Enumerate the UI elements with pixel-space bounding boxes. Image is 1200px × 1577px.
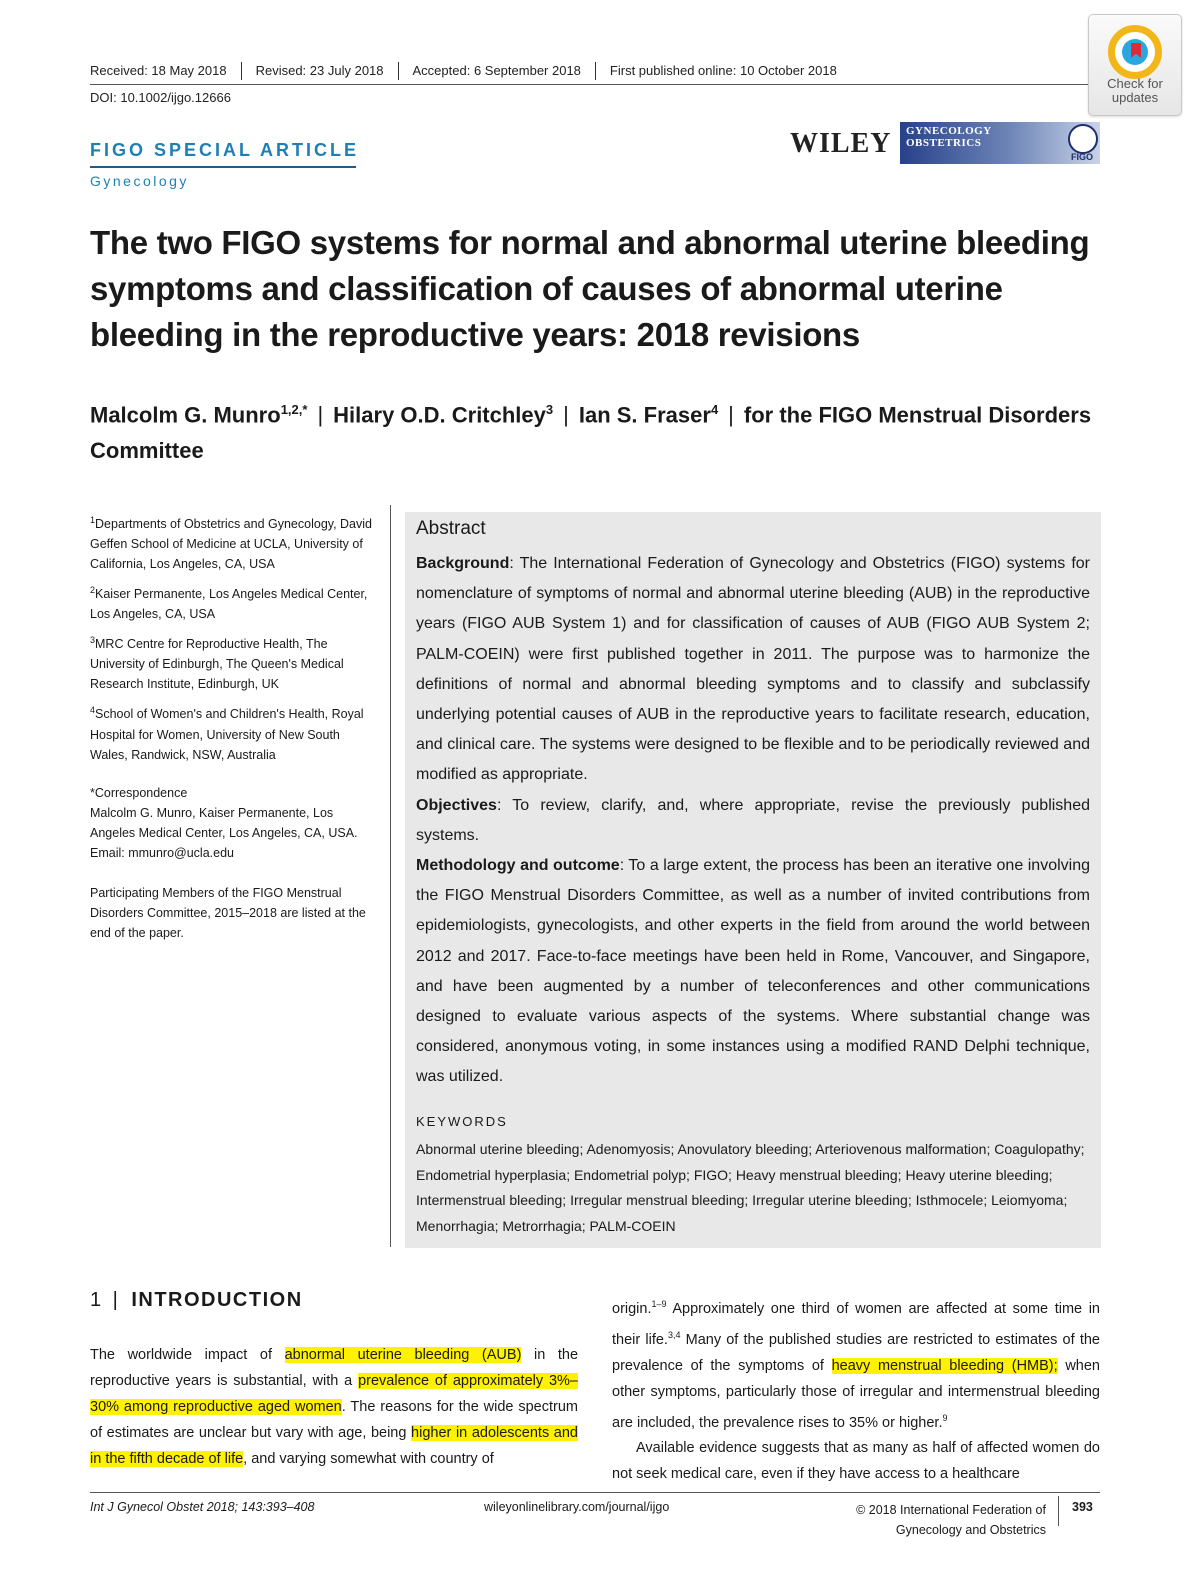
author-name[interactable]: Hilary O.D. Critchley xyxy=(333,402,546,428)
journal-logo-org: FIGO xyxy=(1071,152,1093,162)
article-title: The two FIGO systems for normal and abnormal uterine bleeding symptoms and classification of causes of abnormal uterine bleeding in the reproductive years: 2018 revisions xyxy=(90,224,1090,353)
header-divider xyxy=(90,84,1100,85)
first-published-date: First published online: 10 October 2018 xyxy=(595,62,851,80)
affiliation-item: $^3$MRC Centre for Reproductive Health, The University of Edinburgh, The Queen's Medical Research Institute, Edinburgh, UK xyxy=(90,635,344,692)
abstract-methodology: Methodology and outcome: To a large extent, the process has been an iterative one involving the FIGO Menstrual Disorders Committee, as well as a number of invited contributions from epidemiologists, gynecologists, and other experts in the field from around the world between 2012 and 2017. Face‐to‐face meetings have been held in Rome, Vancouver, and Singapore, and have been augmented by a number of teleconferences and other communications designed to evaluate various aspects of the systems. Where substantial change was considered, anonymous voting, in some instances using a modified RAND Delphi technique, was utilized. xyxy=(416,857,1091,1086)
revised-date: Revised: 23 July 2018 xyxy=(241,62,398,80)
citation-ref[interactable]: 9 xyxy=(942,1412,948,1423)
abstract-heading: Abstract xyxy=(416,518,486,539)
abstract-box xyxy=(405,512,1101,1248)
abstract-body xyxy=(416,549,1090,1093)
check-for-updates-button[interactable] xyxy=(1088,14,1182,116)
intro-paragraph: origin.$^{1-9}$ Approximately one third of women are affected at some time in their life.$^{3,4}$ Many of the published studies are restricted to estimates of the prevalence of the symptoms of heavy menstrual bleeding (HMB); when other symptoms, particularly those of irregular and intermenstrual bleeding are included, the prevalence rises to 35% or higher.$^9$ xyxy=(612,1299,1100,1431)
author-group: for the FIGO Menstrual Disorders Committee xyxy=(90,402,1092,464)
author-affiliation-marker: 3 xyxy=(545,402,554,417)
affiliation-item: $^1$Departments of Obstetrics and Gynecology, David Geffen School of Medicine at UCLA, University of California, Los Angeles, CA, USA xyxy=(90,515,372,572)
check-for-updates-label: Check for updates xyxy=(1107,76,1163,105)
journal-url-link[interactable]: wileyonlinelibrary.com/journal/ijgo xyxy=(484,1500,670,1514)
author-affiliation-marker: 1,2,* xyxy=(280,402,308,417)
keywords-heading: KEYWORDS xyxy=(416,1114,508,1129)
abstract-background: Background: The International Federation of Gynecology and Obstetrics (FIGO) systems for nomenclature of symptoms of normal and abnormal uterine bleeding (AUB) in the reproductive years (FIGO AUB System 1) and for classification of causes of AUB (FIGO AUB System 2; PALM‐COEIN) were first published together in 2011. The purpose was to harmonize the definitions of normal and abnormal bleeding symptoms and to classify and subclassify underlying potential causes of AUB in the reproductive years to facilitate research, education, and clinical care. The systems were designed to be flexible and to be periodically reviewed and modified as appropriate. xyxy=(416,555,1090,784)
author-name[interactable]: Ian S. Fraser xyxy=(578,402,711,428)
correspondence-heading: *Correspondence xyxy=(90,785,188,800)
author-name[interactable]: Malcolm G. Munro xyxy=(90,402,281,428)
journal-citation: Int J Gynecol Obstet 2018; 143:393–408 xyxy=(90,1500,315,1514)
keywords-list: Abnormal uterine bleeding; Adenomyosis; Anovulatory bleeding; Arteriovenous malformation; Coagulopathy; Endometrial hyperplasia; Endometrial polyp; FIGO; Heavy menstrual bleeding; Heavy uterine bleeding; Intermenstrual bleeding; Irregular menstrual bleeding; Irregular uterine bleeding; Isthmocele; Leiomyoma; Menorrhagia; Metrorrhagia; PALM‐COEIN xyxy=(416,1141,1085,1234)
section-heading: 1 | INTRODUCTION xyxy=(90,1289,303,1311)
footer-separator xyxy=(1058,1496,1059,1526)
section-number: 1 xyxy=(90,1289,103,1311)
abstract-objectives: Objectives: To review, clarify, and, where appropriate, revise the previously published systems. xyxy=(416,796,1090,844)
publisher-logo: WILEY xyxy=(790,128,892,159)
bookmark-icon xyxy=(1131,43,1141,58)
body-column-right xyxy=(612,1291,1100,1487)
intro-paragraph: Available evidence suggests that as many as half of affected women do not seek medical care, even if they have access to a healthcare xyxy=(612,1440,1100,1483)
journal-logo xyxy=(900,122,1100,164)
body-column-left xyxy=(90,1342,578,1472)
column-divider xyxy=(390,505,391,1247)
crossmark-icon xyxy=(1108,25,1162,79)
highlight: higher in adolescents and in the fifth decade of life xyxy=(90,1425,578,1467)
affiliation-item: $^2$Kaiser Permanente, Los Angeles Medical Center, Los Angeles, CA, USA xyxy=(90,585,368,622)
correspondence-email[interactable]: Email: mmunro@ucla.edu xyxy=(90,845,234,860)
highlight: prevalence of approximately 3%–30% among reproductive aged women xyxy=(90,1373,578,1415)
highlight: abnormal uterine bleeding (AUB) xyxy=(284,1347,522,1363)
page-number: 393 xyxy=(1072,1500,1093,1514)
citation-ref[interactable]: 1–9 xyxy=(651,1299,667,1309)
participating-members-note: Participating Members of the FIGO Menstrual Disorders Committee, 2015–2018 are listed at the end of the paper. xyxy=(90,885,366,940)
author-affiliation-marker: 4 xyxy=(710,402,719,417)
article-category: Gynecology xyxy=(90,173,189,189)
publication-dates xyxy=(90,61,851,81)
correspondence-address: Malcolm G. Munro, Kaiser Permanente, Los Angeles Medical Center, Los Angeles, CA, USA. xyxy=(90,805,358,840)
article-type-underline xyxy=(90,166,356,168)
citation-ref[interactable]: 3,4 xyxy=(667,1329,681,1340)
correspondence xyxy=(90,783,380,863)
doi-link[interactable]: DOI: 10.1002/ijgo.12666 xyxy=(90,90,231,105)
author-list: Malcolm G. Munro$^{1,2,*}$ | Hilary O.D. Critchley$^3$ | Ian S. Fraser$^4$ | for the FIGO Menstrual Disorders Committee xyxy=(90,402,1092,464)
received-date: Received: 18 May 2018 xyxy=(90,63,227,78)
copyright-notice: © 2018 International Federation of Gynecology and Obstetrics xyxy=(856,1503,1046,1537)
figo-seal-icon xyxy=(1068,124,1098,154)
accepted-date: Accepted: 6 September 2018 xyxy=(398,62,595,80)
affiliation-item: $^4$School of Women's and Children's Health, Royal Hospital for Women, University of New South Wales, Randwick, NSW, Australia xyxy=(90,705,364,762)
footer-divider xyxy=(90,1492,1100,1493)
article-type: FIGO SPECIAL ARTICLE xyxy=(90,140,360,160)
section-title: INTRODUCTION xyxy=(131,1289,303,1311)
affiliations xyxy=(90,510,380,943)
highlight: heavy menstrual bleeding (HMB); xyxy=(831,1357,1058,1374)
journal-logo-text: GYNECOLOGY OBSTETRICS xyxy=(906,125,992,149)
intro-paragraph: The worldwide impact of abnormal uterine bleeding (AUB) in the reproductive years is substantial, with a prevalence of approximately 3%–30% among reproductive aged women. The reasons for the wide spectrum of estimates are unclear but vary with age, being higher in adolescents and in the fifth decade of life, and varying somewhat with country of xyxy=(90,1347,579,1467)
